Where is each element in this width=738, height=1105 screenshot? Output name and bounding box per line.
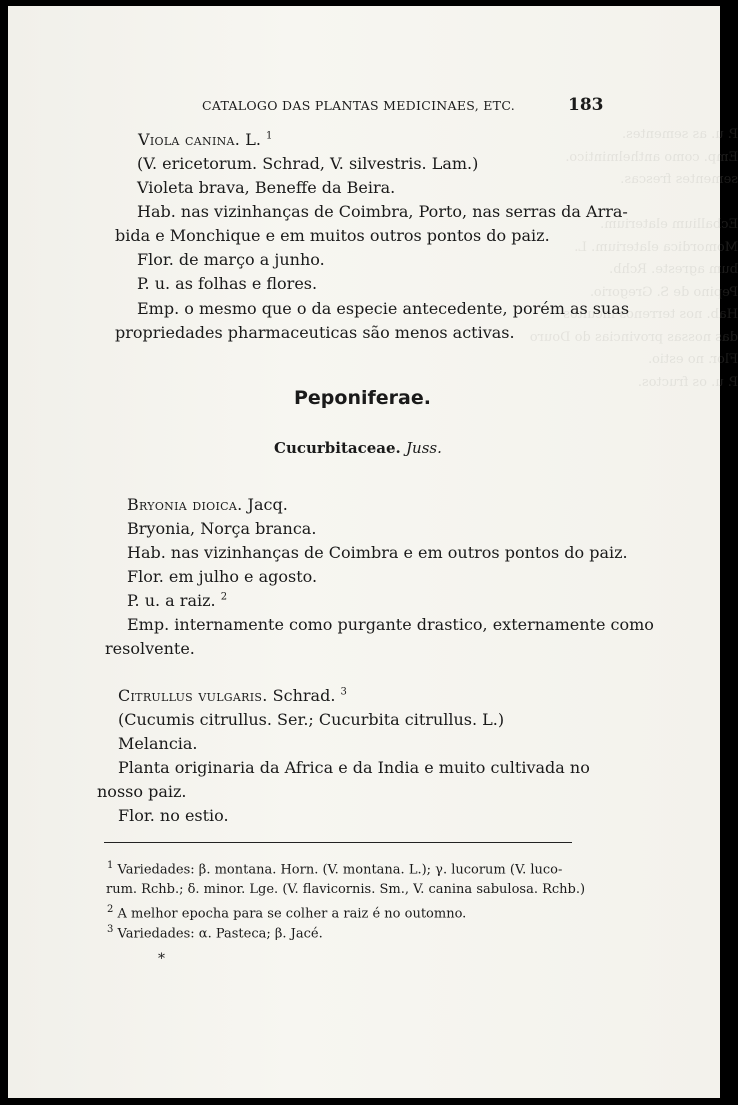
section-title: Peponiferae. xyxy=(294,387,431,409)
species-name: Viola canina. xyxy=(138,130,241,149)
footnote-divider xyxy=(104,842,572,843)
signature-mark: * xyxy=(158,951,165,967)
running-head: CATALOGO DAS PLANTAS MEDICINAES, ETC. xyxy=(202,98,516,113)
species-author: L. xyxy=(240,130,261,149)
common-names-line: Melancia. xyxy=(118,734,198,753)
page-text xyxy=(8,6,720,1098)
footnote-ref: 3 xyxy=(340,686,347,698)
usage-line: Emp. o mesmo que o da especie antecedente, porém as suas xyxy=(137,299,630,318)
species-name: Citrullus vulgaris. xyxy=(118,686,268,705)
species-heading-bryonia-dioica xyxy=(127,495,288,514)
species-heading-citrullus-vulgaris xyxy=(118,686,347,705)
footnote-2: $^2$ A melhor epocha para se colher a raiz é no outomno. xyxy=(107,904,467,922)
usage-line-cont: resolvente. xyxy=(105,639,195,658)
flowering-line: Flor. em julho e agosto. xyxy=(127,567,318,586)
footnote-ref: 2 xyxy=(220,591,228,603)
family-author: Juss. xyxy=(406,439,442,457)
family-name: Cucurbitaceae. xyxy=(274,439,401,457)
show-through-text: P. u. as sementes. Emp. como anthelmintico. sementes frescas. Ecballium elaterium. Momordica elaterium. L. bum agreste. Rchb. Pepino de S. Gregorio. Hab. nos terrenos incultos das nossas provincias do Douro Flor. no estio. P. u. os fructos. xyxy=(529,127,738,390)
footnote-1: $^1$ Variedades: β. montana. Horn. (V. montana. L.); γ. lucorum (V. luco- xyxy=(107,860,563,878)
origin-line: Planta originaria da Africa e da India e muito cultivada no xyxy=(118,758,590,777)
species-author: Jacq. xyxy=(242,495,288,514)
synonyms-line: (V. ericetorum. Schrad, V. silvestris. Lam.) xyxy=(137,154,479,173)
origin-line-cont: nosso paiz. xyxy=(97,782,187,801)
habitat-line: Hab. nas vizinhanças de Coimbra, Porto, nas serras da Arra- xyxy=(137,202,628,221)
footnote-ref: 1 xyxy=(266,130,273,142)
species-name: Bryonia dioica. xyxy=(127,495,243,514)
book-page xyxy=(8,6,738,1098)
flowering-line: Flor. de março a junho. xyxy=(137,250,325,269)
usage-line: Emp. internamente como purgante drastico, externamente como xyxy=(127,615,654,634)
parts-used-line: P. u. a raiz. $^2$ xyxy=(127,591,228,610)
usage-line-cont: propriedades pharmaceuticas são menos activas. xyxy=(115,323,515,342)
family-heading xyxy=(274,439,442,457)
page-number: 183 xyxy=(568,95,604,115)
species-heading-viola-canina xyxy=(138,130,272,149)
parts-used-line: P. u. as folhas e flores. xyxy=(137,274,318,293)
footnote-1-cont: rum. Rchb.; δ. minor. Lge. (V. flavicornis. Sm., V. canina sabulosa. Rchb.) xyxy=(106,882,586,897)
footnote-3: $^3$ Variedades: α. Pasteca; β. Jacé. xyxy=(107,924,323,942)
flowering-line: Flor. no estio. xyxy=(118,806,229,825)
species-author: Schrad. xyxy=(267,686,336,705)
common-names-line: Violeta brava, Beneffe da Beira. xyxy=(137,178,396,197)
synonyms-line: (Cucumis citrullus. Ser.; Cucurbita citrullus. L.) xyxy=(118,710,505,729)
habitat-line: Hab. nas vizinhanças de Coimbra e em outros pontos do paiz. xyxy=(127,543,628,562)
common-names-line: Bryonia, Norça branca. xyxy=(127,519,317,538)
habitat-line-cont: bida e Monchique e em muitos outros pontos do paiz. xyxy=(115,226,550,245)
